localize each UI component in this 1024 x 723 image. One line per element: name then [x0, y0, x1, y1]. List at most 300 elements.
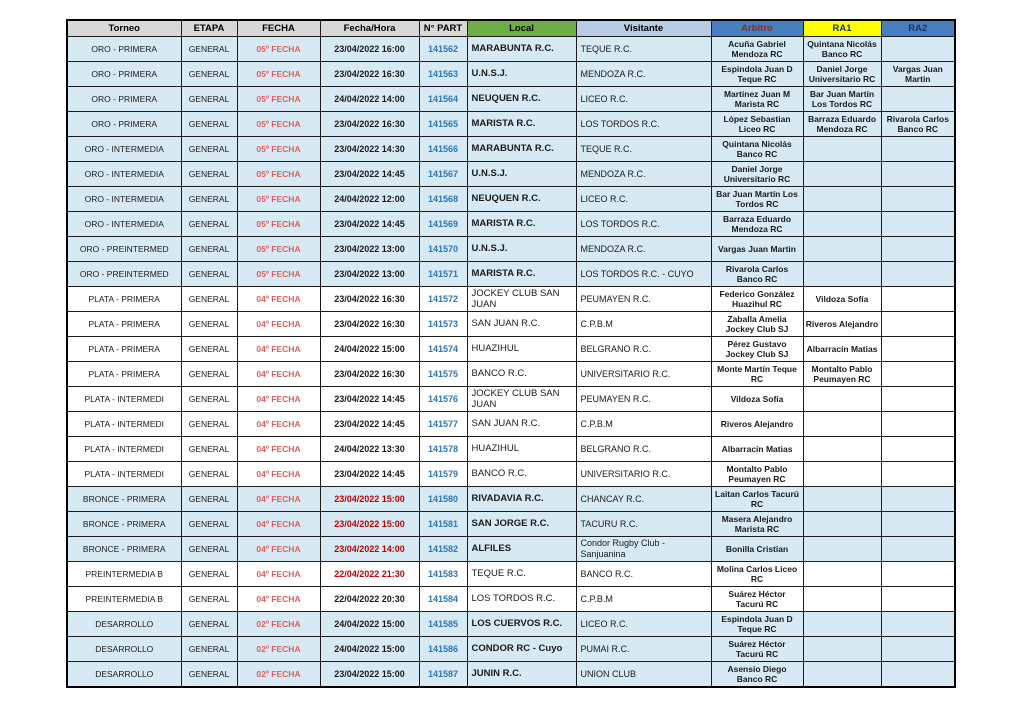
cell-ra1: Montalto Pablo Peumayen RC	[803, 362, 881, 387]
cell-fecha: 04º FECHA	[237, 537, 320, 562]
cell-torneo: DESARROLLO	[67, 662, 181, 688]
cell-ra2	[881, 612, 955, 637]
cell-fecha_hora: 23/04/2022 14:30	[320, 137, 419, 162]
cell-arbitro: Montalto Pablo Peumayen RC	[711, 462, 803, 487]
cell-fecha: 04º FECHA	[237, 287, 320, 312]
cell-arbitro: Suárez Héctor Tacurú RC	[711, 637, 803, 662]
cell-torneo: PLATA - PRIMERA	[67, 287, 181, 312]
cell-ra2	[881, 637, 955, 662]
cell-fecha_hora: 23/04/2022 14:45	[320, 462, 419, 487]
cell-fecha_hora: 23/04/2022 16:00	[320, 37, 419, 62]
cell-visitante: CHANCAY R.C.	[576, 487, 711, 512]
cell-ra2	[881, 512, 955, 537]
cell-arbitro: Albarracín Matias	[711, 437, 803, 462]
cell-ra1	[803, 612, 881, 637]
cell-etapa: GENERAL	[181, 487, 237, 512]
table-row	[67, 287, 955, 312]
cell-ra1: Quintana Nicolás Banco RC	[803, 37, 881, 62]
cell-etapa: GENERAL	[181, 137, 237, 162]
cell-arbitro: Molina Carlos Liceo RC	[711, 562, 803, 587]
cell-fecha_hora: 23/04/2022 14:45	[320, 212, 419, 237]
cell-fecha: 04º FECHA	[237, 487, 320, 512]
cell-visitante: PEUMAYEN R.C.	[576, 287, 711, 312]
cell-torneo: PREINTERMEDIA B	[67, 587, 181, 612]
column-header-fecha: FECHA	[237, 20, 320, 37]
cell-ra2	[881, 662, 955, 688]
cell-etapa: GENERAL	[181, 62, 237, 87]
cell-torneo: ORO - INTERMEDIA	[67, 187, 181, 212]
cell-local: JOCKEY CLUB SAN JUAN	[467, 287, 576, 312]
cell-local: U.N.S.J.	[467, 162, 576, 187]
cell-npart: 141586	[419, 637, 467, 662]
column-header-ra1: RA1	[803, 20, 881, 37]
cell-fecha_hora: 23/04/2022 16:30	[320, 312, 419, 337]
cell-torneo: PLATA - INTERMEDI	[67, 412, 181, 437]
table-row	[67, 212, 955, 237]
cell-etapa: GENERAL	[181, 362, 237, 387]
cell-npart: 141578	[419, 437, 467, 462]
cell-fecha_hora: 23/04/2022 15:00	[320, 487, 419, 512]
cell-npart: 141563	[419, 62, 467, 87]
cell-arbitro: Rivarola Carlos Banco RC	[711, 262, 803, 287]
cell-ra2	[881, 37, 955, 62]
cell-visitante: LICEO R.C.	[576, 87, 711, 112]
cell-torneo: BRONCE - PRIMERA	[67, 487, 181, 512]
cell-ra2	[881, 237, 955, 262]
cell-torneo: ORO - INTERMEDIA	[67, 137, 181, 162]
cell-arbitro: Acuña Gabriel Mendoza RC	[711, 37, 803, 62]
cell-torneo: ORO - PRIMERA	[67, 112, 181, 137]
table-header	[67, 20, 955, 37]
cell-fecha: 04º FECHA	[237, 512, 320, 537]
cell-fecha_hora: 23/04/2022 13:00	[320, 237, 419, 262]
cell-ra1	[803, 262, 881, 287]
cell-ra1	[803, 212, 881, 237]
table-row	[67, 312, 955, 337]
cell-torneo: PLATA - INTERMEDI	[67, 462, 181, 487]
cell-torneo: PLATA - PRIMERA	[67, 312, 181, 337]
cell-npart: 141562	[419, 37, 467, 62]
cell-visitante: C.P.B.M	[576, 587, 711, 612]
cell-fecha_hora: 23/04/2022 14:45	[320, 162, 419, 187]
cell-ra1	[803, 537, 881, 562]
cell-fecha: 04º FECHA	[237, 562, 320, 587]
cell-ra1	[803, 562, 881, 587]
cell-ra2	[881, 337, 955, 362]
header-row	[67, 20, 955, 37]
cell-local: NEUQUEN R.C.	[467, 87, 576, 112]
cell-torneo: ORO - INTERMEDIA	[67, 162, 181, 187]
cell-npart: 141572	[419, 287, 467, 312]
cell-fecha_hora: 23/04/2022 13:00	[320, 262, 419, 287]
cell-arbitro: Zaballa Amelia Jockey Club SJ	[711, 312, 803, 337]
cell-visitante: C.P.B.M	[576, 412, 711, 437]
cell-ra1	[803, 487, 881, 512]
table-row	[67, 412, 955, 437]
cell-arbitro: Vargas Juan Martin	[711, 237, 803, 262]
cell-local: ALFILES	[467, 537, 576, 562]
cell-etapa: GENERAL	[181, 537, 237, 562]
cell-visitante: MENDOZA R.C.	[576, 237, 711, 262]
cell-ra2	[881, 212, 955, 237]
cell-ra1	[803, 437, 881, 462]
cell-local: HUAZIHUL	[467, 337, 576, 362]
cell-local: U.N.S.J.	[467, 237, 576, 262]
cell-fecha: 04º FECHA	[237, 412, 320, 437]
cell-visitante: MENDOZA R.C.	[576, 162, 711, 187]
table-row	[67, 162, 955, 187]
cell-visitante: LOS TORDOS R.C. - CUYO	[576, 262, 711, 287]
cell-npart: 141581	[419, 512, 467, 537]
cell-fecha: 05º FECHA	[237, 62, 320, 87]
cell-fecha: 04º FECHA	[237, 337, 320, 362]
cell-fecha: 02º FECHA	[237, 612, 320, 637]
cell-npart: 141585	[419, 612, 467, 637]
table-row	[67, 62, 955, 87]
cell-visitante: BELGRANO R.C.	[576, 337, 711, 362]
cell-ra1	[803, 387, 881, 412]
cell-arbitro: Daniel Jorge Universitario RC	[711, 162, 803, 187]
cell-npart: 141573	[419, 312, 467, 337]
cell-npart: 141580	[419, 487, 467, 512]
cell-torneo: BRONCE - PRIMERA	[67, 512, 181, 537]
cell-fecha_hora: 23/04/2022 15:00	[320, 662, 419, 688]
cell-ra1: Vildoza Sofía	[803, 287, 881, 312]
table-row	[67, 262, 955, 287]
cell-local: TEQUE R.C.	[467, 562, 576, 587]
cell-etapa: GENERAL	[181, 412, 237, 437]
cell-etapa: GENERAL	[181, 287, 237, 312]
cell-npart: 141584	[419, 587, 467, 612]
cell-npart: 141574	[419, 337, 467, 362]
cell-fecha: 05º FECHA	[237, 262, 320, 287]
cell-visitante: Condor Rugby Club - Sanjuanina	[576, 537, 711, 562]
cell-arbitro: López Sebastian Liceo RC	[711, 112, 803, 137]
cell-ra2: Rivarola Carlos Banco RC	[881, 112, 955, 137]
cell-npart: 141575	[419, 362, 467, 387]
cell-fecha: 05º FECHA	[237, 237, 320, 262]
column-header-arbitro: Arbitro	[711, 20, 803, 37]
cell-ra1: Daniel Jorge Universitario RC	[803, 62, 881, 87]
cell-fecha_hora: 23/04/2022 14:00	[320, 537, 419, 562]
cell-visitante: LICEO R.C.	[576, 187, 711, 212]
cell-ra2	[881, 287, 955, 312]
table-row	[67, 587, 955, 612]
cell-torneo: ORO - PREINTERMED	[67, 262, 181, 287]
cell-fecha_hora: 22/04/2022 20:30	[320, 587, 419, 612]
cell-arbitro: Masera Alejandro Marista RC	[711, 512, 803, 537]
cell-npart: 141569	[419, 212, 467, 237]
cell-fecha: 02º FECHA	[237, 637, 320, 662]
cell-fecha_hora: 22/04/2022 21:30	[320, 562, 419, 587]
cell-arbitro: Pérez Gustavo Jockey Club SJ	[711, 337, 803, 362]
cell-etapa: GENERAL	[181, 312, 237, 337]
cell-etapa: GENERAL	[181, 637, 237, 662]
table-row	[67, 487, 955, 512]
cell-visitante: LOS TORDOS R.C.	[576, 212, 711, 237]
cell-local: U.N.S.J.	[467, 62, 576, 87]
cell-torneo: BRONCE - PRIMERA	[67, 537, 181, 562]
cell-fecha_hora: 24/04/2022 15:00	[320, 337, 419, 362]
cell-local: LOS TORDOS R.C.	[467, 587, 576, 612]
cell-npart: 141582	[419, 537, 467, 562]
cell-arbitro: Riveros Alejandro	[711, 412, 803, 437]
cell-local: HUAZIHUL	[467, 437, 576, 462]
cell-visitante: BANCO R.C.	[576, 562, 711, 587]
column-header-local: Local	[467, 20, 576, 37]
cell-ra2	[881, 262, 955, 287]
cell-etapa: GENERAL	[181, 337, 237, 362]
cell-torneo: ORO - PREINTERMED	[67, 237, 181, 262]
cell-arbitro: Asensio Diego Banco RC	[711, 662, 803, 688]
cell-torneo: ORO - PRIMERA	[67, 87, 181, 112]
cell-arbitro: Bonilla Cristian	[711, 537, 803, 562]
cell-etapa: GENERAL	[181, 237, 237, 262]
cell-ra2	[881, 187, 955, 212]
cell-ra1: Bar Juan Martín Los Tordos RC	[803, 87, 881, 112]
table-row	[67, 387, 955, 412]
cell-ra2	[881, 462, 955, 487]
cell-npart: 141583	[419, 562, 467, 587]
cell-visitante: C.P.B.M	[576, 312, 711, 337]
cell-local: RIVADAVIA R.C.	[467, 487, 576, 512]
cell-visitante: PUMAI R.C.	[576, 637, 711, 662]
cell-ra2	[881, 387, 955, 412]
cell-visitante: UNIVERSITARIO R.C.	[576, 462, 711, 487]
table-row	[67, 662, 955, 688]
cell-fecha_hora: 24/04/2022 13:30	[320, 437, 419, 462]
cell-ra1	[803, 187, 881, 212]
cell-ra1	[803, 412, 881, 437]
cell-local: SAN JUAN R.C.	[467, 412, 576, 437]
fixtures-sheet	[66, 19, 956, 688]
cell-arbitro: Quintana Nicolás Banco RC	[711, 137, 803, 162]
cell-fecha: 04º FECHA	[237, 587, 320, 612]
cell-torneo: ORO - PRIMERA	[67, 62, 181, 87]
cell-torneo: PREINTERMEDIA B	[67, 562, 181, 587]
cell-fecha_hora: 23/04/2022 16:30	[320, 62, 419, 87]
column-header-torneo: Torneo	[67, 20, 181, 37]
cell-local: MARISTA R.C.	[467, 262, 576, 287]
cell-etapa: GENERAL	[181, 187, 237, 212]
cell-ra2	[881, 87, 955, 112]
table-row	[67, 237, 955, 262]
cell-etapa: GENERAL	[181, 112, 237, 137]
table-row	[67, 37, 955, 62]
fixtures-table	[66, 19, 956, 688]
cell-etapa: GENERAL	[181, 37, 237, 62]
table-row	[67, 187, 955, 212]
table-row	[67, 437, 955, 462]
cell-ra1	[803, 637, 881, 662]
cell-fecha: 05º FECHA	[237, 112, 320, 137]
column-header-npart: N° PART	[419, 20, 467, 37]
cell-fecha_hora: 24/04/2022 14:00	[320, 87, 419, 112]
cell-fecha: 05º FECHA	[237, 212, 320, 237]
cell-arbitro: Martínez Juan M Marista RC	[711, 87, 803, 112]
cell-visitante: TEQUE R.C.	[576, 37, 711, 62]
cell-visitante: LICEO R.C.	[576, 612, 711, 637]
cell-etapa: GENERAL	[181, 662, 237, 688]
cell-visitante: PEUMAYEN R.C.	[576, 387, 711, 412]
table-row	[67, 112, 955, 137]
cell-fecha: 05º FECHA	[237, 37, 320, 62]
table-row	[67, 537, 955, 562]
cell-local: JUNIN R.C.	[467, 662, 576, 688]
cell-arbitro: Bar Juan Martín Los Tordos RC	[711, 187, 803, 212]
cell-npart: 141570	[419, 237, 467, 262]
cell-npart: 141566	[419, 137, 467, 162]
cell-local: MARISTA R.C.	[467, 212, 576, 237]
table-row	[67, 637, 955, 662]
cell-arbitro: Vildoza Sofía	[711, 387, 803, 412]
cell-ra2	[881, 362, 955, 387]
cell-fecha_hora: 23/04/2022 16:30	[320, 112, 419, 137]
cell-arbitro: Espindola Juan D Teque RC	[711, 62, 803, 87]
cell-fecha_hora: 23/04/2022 16:30	[320, 287, 419, 312]
cell-visitante: UNIVERSITARIO R.C.	[576, 362, 711, 387]
cell-fecha: 05º FECHA	[237, 187, 320, 212]
cell-fecha: 04º FECHA	[237, 312, 320, 337]
cell-local: SAN JORGE R.C.	[467, 512, 576, 537]
cell-npart: 141564	[419, 87, 467, 112]
cell-fecha_hora: 23/04/2022 14:45	[320, 412, 419, 437]
cell-npart: 141571	[419, 262, 467, 287]
cell-ra2	[881, 562, 955, 587]
cell-arbitro: Barraza Eduardo Mendoza RC	[711, 212, 803, 237]
cell-etapa: GENERAL	[181, 387, 237, 412]
cell-fecha: 05º FECHA	[237, 137, 320, 162]
column-header-ra2: RA2	[881, 20, 955, 37]
cell-fecha_hora: 23/04/2022 14:45	[320, 387, 419, 412]
cell-ra2	[881, 312, 955, 337]
cell-npart: 141577	[419, 412, 467, 437]
cell-npart: 141568	[419, 187, 467, 212]
cell-etapa: GENERAL	[181, 512, 237, 537]
cell-fecha_hora: 24/04/2022 15:00	[320, 637, 419, 662]
column-header-fecha_hora: Fecha/Hora	[320, 20, 419, 37]
cell-ra1	[803, 137, 881, 162]
cell-local: MARISTA R.C.	[467, 112, 576, 137]
table-row	[67, 137, 955, 162]
cell-etapa: GENERAL	[181, 262, 237, 287]
cell-etapa: GENERAL	[181, 437, 237, 462]
cell-torneo: DESARROLLO	[67, 612, 181, 637]
cell-local: SAN JUAN R.C.	[467, 312, 576, 337]
cell-etapa: GENERAL	[181, 462, 237, 487]
cell-ra2: Vargas Juan Martin	[881, 62, 955, 87]
cell-fecha_hora: 24/04/2022 15:00	[320, 612, 419, 637]
cell-local: MARABUNTA R.C.	[467, 37, 576, 62]
cell-ra1	[803, 512, 881, 537]
cell-local: MARABUNTA R.C.	[467, 137, 576, 162]
cell-etapa: GENERAL	[181, 612, 237, 637]
cell-arbitro: Monte Martín Teque RC	[711, 362, 803, 387]
cell-torneo: PLATA - PRIMERA	[67, 362, 181, 387]
cell-etapa: GENERAL	[181, 212, 237, 237]
cell-local: LOS CUERVOS R.C.	[467, 612, 576, 637]
table-body	[67, 37, 955, 688]
column-header-etapa: ETAPA	[181, 20, 237, 37]
cell-torneo: ORO - PRIMERA	[67, 37, 181, 62]
cell-torneo: PLATA - PRIMERA	[67, 337, 181, 362]
cell-ra2	[881, 137, 955, 162]
cell-local: BANCO R.C.	[467, 362, 576, 387]
cell-npart: 141579	[419, 462, 467, 487]
cell-arbitro: Federico González Huazihul RC	[711, 287, 803, 312]
cell-torneo: DESARROLLO	[67, 637, 181, 662]
cell-arbitro: Laitan Carlos Tacurú RC	[711, 487, 803, 512]
table-row	[67, 362, 955, 387]
cell-ra1	[803, 462, 881, 487]
table-row	[67, 337, 955, 362]
cell-local: BANCO R.C.	[467, 462, 576, 487]
cell-ra1	[803, 662, 881, 688]
cell-fecha_hora: 23/04/2022 15:00	[320, 512, 419, 537]
cell-ra1	[803, 587, 881, 612]
cell-local: CONDOR RC - Cuyo	[467, 637, 576, 662]
cell-fecha: 04º FECHA	[237, 362, 320, 387]
cell-visitante: LOS TORDOS R.C.	[576, 112, 711, 137]
table-row	[67, 512, 955, 537]
cell-arbitro: Espindola Juan D Teque RC	[711, 612, 803, 637]
cell-visitante: TEQUE R.C.	[576, 137, 711, 162]
cell-etapa: GENERAL	[181, 587, 237, 612]
cell-ra2	[881, 437, 955, 462]
cell-visitante: MENDOZA R.C.	[576, 62, 711, 87]
table-row	[67, 612, 955, 637]
cell-ra2	[881, 162, 955, 187]
cell-fecha: 04º FECHA	[237, 462, 320, 487]
cell-local: JOCKEY CLUB SAN JUAN	[467, 387, 576, 412]
cell-npart: 141565	[419, 112, 467, 137]
cell-ra1	[803, 162, 881, 187]
table-row	[67, 462, 955, 487]
cell-ra2	[881, 537, 955, 562]
cell-fecha: 04º FECHA	[237, 387, 320, 412]
cell-etapa: GENERAL	[181, 162, 237, 187]
cell-fecha_hora: 23/04/2022 16:30	[320, 362, 419, 387]
cell-ra1: Barraza Eduardo Mendoza RC	[803, 112, 881, 137]
cell-etapa: GENERAL	[181, 562, 237, 587]
cell-local: NEUQUEN R.C.	[467, 187, 576, 212]
cell-npart: 141587	[419, 662, 467, 688]
cell-ra2	[881, 587, 955, 612]
cell-visitante: BELGRANO R.C.	[576, 437, 711, 462]
cell-etapa: GENERAL	[181, 87, 237, 112]
cell-ra1	[803, 237, 881, 262]
cell-fecha_hora: 24/04/2022 12:00	[320, 187, 419, 212]
cell-fecha: 04º FECHA	[237, 437, 320, 462]
cell-npart: 141576	[419, 387, 467, 412]
cell-npart: 141567	[419, 162, 467, 187]
cell-torneo: ORO - INTERMEDIA	[67, 212, 181, 237]
cell-visitante: TACURU R.C.	[576, 512, 711, 537]
cell-ra2	[881, 487, 955, 512]
cell-fecha: 02º FECHA	[237, 662, 320, 688]
table-row	[67, 562, 955, 587]
cell-torneo: PLATA - INTERMEDI	[67, 437, 181, 462]
cell-ra1: Riveros Alejandro	[803, 312, 881, 337]
cell-ra2	[881, 412, 955, 437]
column-header-visitante: Visitante	[576, 20, 711, 37]
cell-torneo: PLATA - INTERMEDI	[67, 387, 181, 412]
cell-visitante: UNION CLUB	[576, 662, 711, 688]
cell-arbitro: Suárez Héctor Tacurú RC	[711, 587, 803, 612]
cell-fecha: 05º FECHA	[237, 162, 320, 187]
cell-ra1: Albarracín Matias	[803, 337, 881, 362]
cell-fecha: 05º FECHA	[237, 87, 320, 112]
